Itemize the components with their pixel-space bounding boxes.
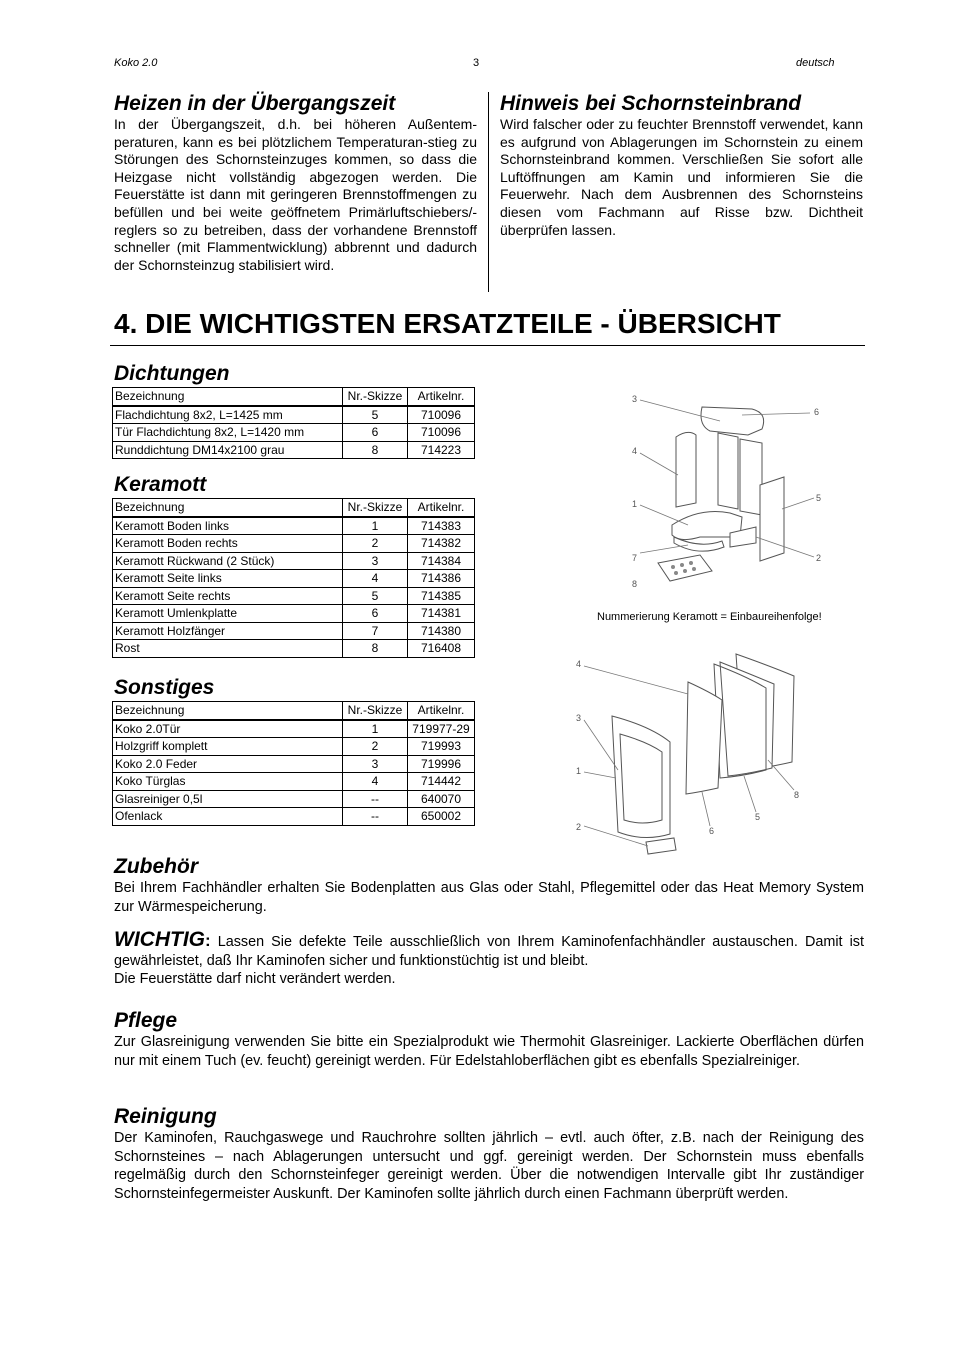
cell: 1 (343, 517, 408, 535)
zubehoer-title: Zubehör (114, 855, 198, 878)
cell: 714383 (408, 517, 475, 535)
col-header-nr-skizze: Nr.-Skizze (343, 388, 408, 406)
wichtig-colon: : (204, 931, 211, 950)
cell: 710096 (408, 424, 475, 442)
cell: 719977-29 (408, 720, 475, 738)
cell: Holzgriff komplett (113, 738, 343, 756)
left-section-text: In der Übergangszeit, d.h. bei höheren Außentem-peraturen, kann es bei plötzlichem Temperaturan-stieg zu Störungen des Schornsteinzuges kommen, so dass die Heizgase nicht vollständig abgezogen werden. Die Feuerstätte ist dann mit geringeren Brennstoffmengen zu befüllen und bei weite geöffnetem Primärluftschiebers/-reglers so zu betreiben, dass der vorhandene Brennstoff schneller (mit Flammentwicklung) abbrennt und dadurch der Schornsteinzug stabilisiert wird. (114, 116, 477, 273)
diagram-label: 3 (632, 394, 638, 404)
diagram-label: 3 (576, 713, 582, 723)
cell: 2 (343, 535, 408, 553)
right-section-title: Hinweis bei Schornsteinbrand (500, 92, 802, 115)
table-row (113, 406, 475, 424)
cell: 714384 (408, 552, 475, 570)
right-section-text: Wird falscher oder zu feuchter Brennstoff verwendet, kann es aufgrund von Ablagerungen im Schornstein zu einem Schornsteinbrand kommen. Verschließen Sie sofort alle Luftöffnungen am Kamin und informieren Sie die Feuerwehr. Nach dem Ausbrennen des Schornsteins diesen vom Fachmann auf Risse bzw. Dichtheit überprüfen lassen. (500, 116, 863, 238)
table-row (113, 517, 475, 535)
table-row (113, 773, 475, 791)
wichtig-text: Lassen Sie defekte Teile ausschließlich von Ihrem Kaminofenfachhändler austauschen. Damit ist gewährleistet, daß Ihr Kaminofen sicher und funktionstüchtig ist und bleibt. (114, 934, 864, 969)
cell: 1 (343, 720, 408, 738)
cell: Runddichtung DM14x2100 grau (113, 441, 343, 459)
reinigung-title: Reinigung (114, 1105, 217, 1128)
cell: 4 (343, 773, 408, 791)
table-row (113, 720, 475, 738)
keramott-diagram-caption: Nummerierung Keramott = Einbaureihenfolge! (597, 611, 822, 623)
diagram-label: 6 (709, 826, 715, 836)
wichtig-paragraph (114, 928, 864, 970)
pflege-title: Pflege (114, 1009, 178, 1032)
col-header-bezeichnung: Bezeichnung (113, 388, 343, 406)
right-section (500, 92, 863, 239)
cell: 6 (343, 424, 408, 442)
cell: Keramott Seite rechts (113, 587, 343, 605)
table-header-row (113, 388, 475, 406)
col-header-nr-skizze: Nr.-Skizze (343, 702, 408, 720)
sonstiges-title: Sonstiges (114, 676, 215, 699)
cell: Keramott Boden rechts (113, 535, 343, 553)
zubehoer-section (114, 855, 864, 916)
wichtig-text-2: Die Feuerstätte darf nicht verändert werden. (114, 971, 396, 988)
diagram-label: 6 (814, 407, 820, 417)
diagram-label: 4 (576, 659, 582, 669)
column-divider (488, 92, 489, 292)
cell: Keramott Umlenkplatte (113, 605, 343, 623)
table-row (113, 441, 475, 459)
cell: Glasreiniger 0,5l (113, 790, 343, 808)
reinigung-section (114, 1105, 864, 1203)
diagram-label: 2 (576, 822, 582, 832)
reinigung-text: Der Kaminofen, Rauchgaswege und Rauchrohre sollten jährlich – evtl. auch öfter, z.B. nach der Reinigung des Schornsteines – nach Ablagerungen untersucht und ggf. gereinigt werden. Der Schornstein muss ebenfalls regelmäßig durch den Schornsteinfeger gereinigt werden. Über die notwendigen Intervalle gibt Ihr zuständiger Schornsteinfegermeister Auskunft. Der Kaminofen sollte jährlich durch einen Fachmann überprüft werden. (114, 1130, 864, 1202)
cell: Keramott Holzfänger (113, 622, 343, 640)
cell: 5 (343, 406, 408, 424)
keramott-exploded-diagram (570, 385, 860, 600)
cell: Keramott Rückwand (2 Stück) (113, 552, 343, 570)
zubehoer-text: Bei Ihrem Fachhändler erhalten Sie Bodenplatten aus Glas oder Stahl, Pflegemittel oder das Heat Memory System zur Wärmespeicherung. (114, 880, 864, 915)
cell: Koko 2.0 Feder (113, 755, 343, 773)
col-header-artikelnr: Artikelnr. (408, 702, 475, 720)
cell: Keramott Boden links (113, 517, 343, 535)
cell: Keramott Seite links (113, 570, 343, 588)
cell: -- (343, 808, 408, 826)
table-row (113, 587, 475, 605)
door-exploded-diagram (570, 652, 810, 857)
cell: 716408 (408, 640, 475, 658)
col-header-artikelnr: Artikelnr. (408, 388, 475, 406)
dichtungen-table (112, 387, 475, 459)
cell: 6 (343, 605, 408, 623)
table-row (113, 552, 475, 570)
cell: 3 (343, 755, 408, 773)
col-header-artikelnr: Artikelnr. (408, 499, 475, 517)
dichtungen-title: Dichtungen (114, 362, 230, 385)
col-header-nr-skizze: Nr.-Skizze (343, 499, 408, 517)
diagram-label: 5 (816, 493, 822, 503)
pflege-section (114, 1009, 864, 1070)
cell: Ofenlack (113, 808, 343, 826)
cell: 8 (343, 640, 408, 658)
cell: 714385 (408, 587, 475, 605)
door-diagram-drawing (570, 652, 810, 857)
table-row (113, 622, 475, 640)
cell: 8 (343, 441, 408, 459)
cell: 650002 (408, 808, 475, 826)
table-header-row (113, 499, 475, 517)
col-header-bezeichnung: Bezeichnung (113, 702, 343, 720)
table-row (113, 755, 475, 773)
cell: 640070 (408, 790, 475, 808)
table-row (113, 570, 475, 588)
cell: 3 (343, 552, 408, 570)
diagram-label: 1 (576, 766, 582, 776)
wichtig-section (114, 928, 864, 989)
table-header-row (113, 702, 475, 720)
diagram-label: 4 (632, 446, 638, 456)
table-row (113, 790, 475, 808)
cell: 714442 (408, 773, 475, 791)
cell: 7 (343, 622, 408, 640)
main-heading-rule (110, 345, 865, 346)
cell: Koko Türglas (113, 773, 343, 791)
col-header-bezeichnung: Bezeichnung (113, 499, 343, 517)
main-heading (114, 308, 781, 340)
cell: 714223 (408, 441, 475, 459)
table-row (113, 738, 475, 756)
diagram-label: 5 (755, 812, 761, 822)
cell: 5 (343, 587, 408, 605)
diagram-label: 7 (632, 553, 638, 563)
header-language: deutsch (796, 57, 835, 69)
cell: Flachdichtung 8x2, L=1425 mm (113, 406, 343, 424)
cell: 714382 (408, 535, 475, 553)
cell: 2 (343, 738, 408, 756)
keramott-title: Keramott (114, 473, 207, 496)
diagram-label: 8 (632, 579, 638, 589)
main-heading-text: DIE WICHTIGSTEN ERSATZTEILE - ÜBERSICHT (145, 308, 781, 339)
cell: 719996 (408, 755, 475, 773)
table-row (113, 640, 475, 658)
cell: 719993 (408, 738, 475, 756)
diagram-label: 1 (632, 499, 638, 509)
pflege-text: Zur Glasreinigung verwenden Sie bitte ein Spezialprodukt wie Thermohit Glasreiniger. Lackierte Oberflächen dürfen nur mit einem Tuch (ev. feucht) gereinigt werden. Für Edelstahloberflächen gibt es ebenfalls Spezialreiniger. (114, 1034, 864, 1069)
table-row (113, 535, 475, 553)
cell: -- (343, 790, 408, 808)
cell: 4 (343, 570, 408, 588)
wichtig-title: WICHTIG (114, 928, 205, 951)
table-row (113, 808, 475, 826)
cell: 714386 (408, 570, 475, 588)
keramott-table (112, 498, 475, 658)
cell: Rost (113, 640, 343, 658)
diagram-label: 2 (816, 553, 822, 563)
header-page-number: 3 (473, 57, 480, 69)
table-row (113, 605, 475, 623)
cell: Koko 2.0Tür (113, 720, 343, 738)
cell: 714380 (408, 622, 475, 640)
table-row (113, 424, 475, 442)
left-section-title: Heizen in der Übergangszeit (114, 92, 396, 115)
sonstiges-table (112, 701, 475, 826)
left-section (114, 92, 477, 274)
main-heading-number: 4. (114, 308, 138, 339)
cell: Tür Flachdichtung 8x2, L=1420 mm (113, 424, 343, 442)
cell: 710096 (408, 406, 475, 424)
cell: 714381 (408, 605, 475, 623)
header-doc-title: Koko 2.0 (114, 57, 158, 69)
diagram-label: 8 (794, 790, 800, 800)
